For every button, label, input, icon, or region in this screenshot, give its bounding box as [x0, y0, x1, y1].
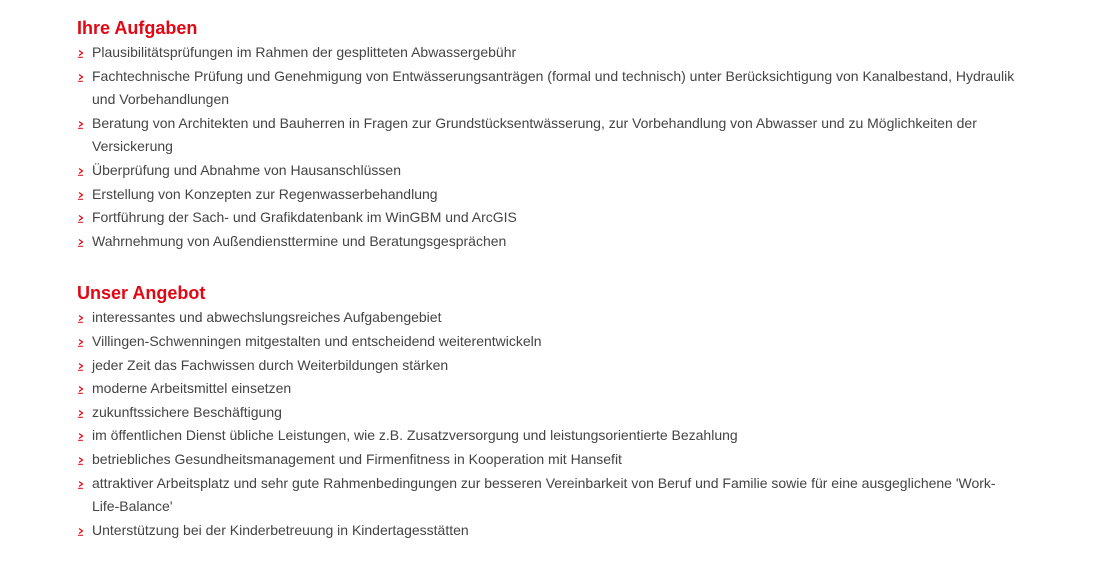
list-item-text: Überprüfung und Abnahme von Hausanschlüssen [92, 161, 401, 178]
red-arrow-bullet-icon [78, 50, 84, 58]
list-item [77, 424, 1017, 448]
list-item-text: Unterstützung bei der Kinderbetreuung in Kindertagesstätten [92, 521, 469, 538]
list-item-text: Beratung von Architekten und Bauherren in Fragen zur Grundstücksentwässerung, zur Vorbehandlung von Abwasser und zu Möglichkeiten der Versickerung [92, 114, 977, 155]
list-item-text: Fachtechnische Prüfung und Genehmigung von Entwässerungsanträgen (formal und technisch) unter Berücksichtigung von Kanalbestand, Hydraulik und Vorbehandlungen [92, 67, 1015, 108]
list-item-text: Plausibilitätsprüfungen im Rahmen der gesplitteten Abwassergebühr [92, 44, 517, 60]
list-item [77, 41, 1017, 65]
list-item [77, 230, 1017, 254]
list-item [77, 448, 1017, 472]
list-item [77, 330, 1017, 354]
aufgaben-list [77, 41, 1017, 253]
list-item-text: im öffentlichen Dienst übliche Leistungen, wie z.B. Zusatzversorgung und leistungsorientierte Bezahlung [92, 427, 738, 444]
red-arrow-bullet-icon [78, 363, 84, 371]
list-item-text: Wahrnehmung von Außendiensttermine und Beratungsgesprächen [92, 232, 507, 249]
list-item-text: Fortführung der Sach- und Grafikdatenbank im WinGBM und ArcGIS [92, 209, 517, 226]
list-item [77, 159, 1017, 183]
red-arrow-bullet-icon [78, 121, 84, 129]
list-item [77, 354, 1017, 378]
list-item-text: interessantes und abwechslungsreiches Aufgabengebiet [92, 309, 442, 326]
list-item [77, 401, 1017, 425]
list-item-text: moderne Arbeitsmittel einsetzen [92, 380, 292, 397]
red-arrow-bullet-icon [78, 481, 84, 489]
job-details [77, 17, 1017, 542]
list-item [77, 306, 1017, 330]
red-arrow-bullet-icon [78, 168, 84, 176]
angebot-list [77, 306, 1017, 542]
red-arrow-bullet-icon [78, 192, 84, 200]
list-item-text: Erstellung von Konzepten zur Regenwasserbehandlung [92, 185, 438, 202]
section-title-ihre-aufgaben: Ihre Aufgaben [77, 18, 198, 38]
red-arrow-bullet-icon [78, 315, 84, 323]
red-arrow-bullet-icon [78, 457, 84, 465]
red-arrow-bullet-icon [78, 74, 84, 82]
list-item-text: attraktiver Arbeitsplatz und sehr gute Rahmenbedingungen zur besseren Vereinbarkeit von Beruf und Familie sowie für eine ausgeglichene 'Work-Life-Balance' [92, 474, 996, 515]
red-arrow-bullet-icon [78, 386, 84, 394]
list-item [77, 472, 1017, 519]
red-arrow-bullet-icon [78, 215, 84, 223]
red-arrow-bullet-icon [78, 433, 84, 441]
list-item-text: jeder Zeit das Fachwissen durch Weiterbildungen stärken [92, 356, 449, 373]
list-item-text: betriebliches Gesundheitsmanagement und Firmenfitness in Kooperation mit Hansefit [92, 450, 622, 467]
red-arrow-bullet-icon [78, 410, 84, 418]
red-arrow-bullet-icon [78, 528, 84, 536]
red-arrow-bullet-icon [78, 239, 84, 247]
list-item [77, 183, 1017, 207]
section-title-unser-angebot: Unser Angebot [77, 283, 206, 304]
list-item-text: Villingen-Schwenningen mitgestalten und entscheidend weiterentwickeln [92, 332, 542, 349]
list-item [77, 519, 1017, 543]
list-item [77, 65, 1017, 112]
list-item [77, 377, 1017, 401]
list-item [77, 112, 1017, 159]
list-item [77, 206, 1017, 230]
list-item-text: zukunftssichere Beschäftigung [92, 403, 282, 420]
red-arrow-bullet-icon [78, 339, 84, 347]
